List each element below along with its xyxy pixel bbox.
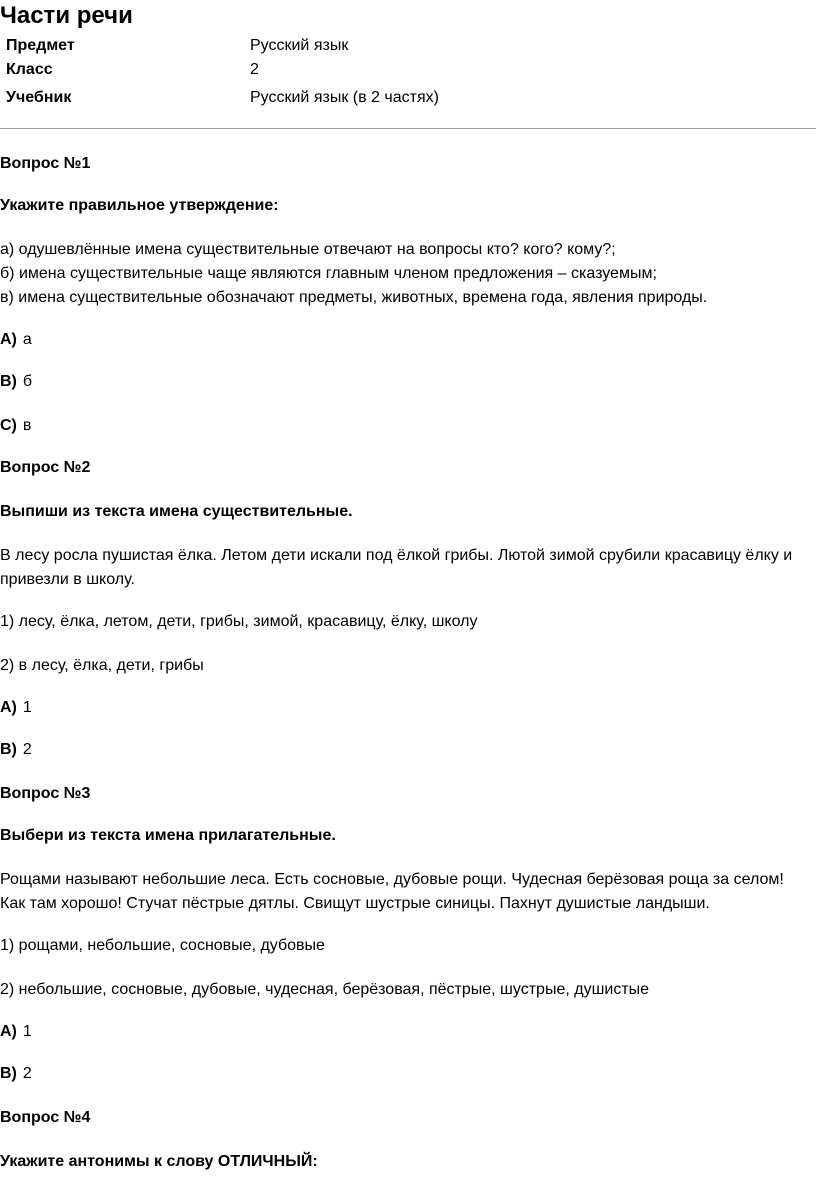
answer-option[interactable] <box>0 372 32 391</box>
question-prompt: Укажите антонимы к слову ОТЛИЧНЫЙ: <box>0 1153 318 1170</box>
question-heading: Вопрос №3 <box>0 785 91 802</box>
question-heading: Вопрос №4 <box>0 1109 91 1126</box>
answer-text: 1 <box>22 699 32 716</box>
answer-option[interactable] <box>0 1022 32 1041</box>
answer-label: B) <box>0 1065 17 1082</box>
statement-line: б) имена существительные чаще являются главным членом предложения – сказуемым; <box>0 265 657 282</box>
answer-label: C) <box>0 417 17 434</box>
question-heading: Вопрос №2 <box>0 459 91 476</box>
answer-label: A) <box>0 699 17 716</box>
numbered-option: 2) в лесу, ёлка, дети, грибы <box>0 657 204 674</box>
question-prompt: Выпиши из текста имена существительные. <box>0 503 353 520</box>
meta-label: Учебник <box>6 89 72 106</box>
answer-text: в <box>22 417 32 434</box>
meta-value: 2 <box>250 61 259 78</box>
answer-label: B) <box>0 373 17 390</box>
answer-option[interactable] <box>0 416 31 435</box>
numbered-option: 1) рощами, небольшие, сосновые, дубовые <box>0 937 325 954</box>
answer-label: B) <box>0 741 17 758</box>
answer-option[interactable] <box>0 698 32 717</box>
question-text-line: Рощами называют небольшие леса. Есть сосновые, дубовые рощи. Чудесная берёзовая роща за селом! <box>0 871 784 888</box>
header-divider <box>0 128 816 129</box>
answer-label: A) <box>0 331 17 348</box>
statement-line: а) одушевлённые имена существительные отвечают на вопросы кто? кого? кому?; <box>0 241 616 258</box>
meta-label: Класс <box>6 61 53 78</box>
meta-value: Русский язык <box>250 37 349 54</box>
answer-option[interactable] <box>0 1064 32 1083</box>
question-prompt: Укажите правильное утверждение: <box>0 197 279 214</box>
numbered-option: 2) небольшие, сосновые, дубовые, чудесная, берёзовая, пёстрые, шустрые, душистые <box>0 981 650 998</box>
meta-row-textbook <box>6 88 766 110</box>
document-title: Части речи <box>0 2 133 29</box>
answer-text: 2 <box>22 1065 32 1082</box>
meta-value: Русский язык (в 2 частях) <box>250 89 439 106</box>
answer-text: б <box>22 373 33 390</box>
answer-text: а <box>22 331 32 348</box>
answer-text: 1 <box>22 1023 32 1040</box>
statement-line: в) имена существительные обозначают предметы, животных, времена года, явления природы. <box>0 289 708 306</box>
meta-row-grade <box>6 60 766 82</box>
question-text-line: Как там хорошо! Стучат пёстрые дятлы. Свищут шустрые синицы. Пахнут душистые ландыши. <box>0 895 710 912</box>
meta-row-subject <box>6 36 766 58</box>
answer-text: 2 <box>22 741 32 758</box>
answer-label: A) <box>0 1023 17 1040</box>
meta-label: Предмет <box>6 37 75 54</box>
question-heading: Вопрос №1 <box>0 155 91 172</box>
question-prompt: Выбери из текста имена прилагательные. <box>0 827 336 844</box>
answer-option[interactable] <box>0 740 32 759</box>
question-text-line: В лесу росла пушистая ёлка. Летом дети искали под ёлкой грибы. Лютой зимой срубили красавицу ёлку и <box>0 547 793 564</box>
numbered-option: 1) лесу, ёлка, летом, дети, грибы, зимой, красавицу, ёлку, школу <box>0 613 478 630</box>
question-text-line: привезли в школу. <box>0 571 135 588</box>
answer-option[interactable] <box>0 330 32 349</box>
